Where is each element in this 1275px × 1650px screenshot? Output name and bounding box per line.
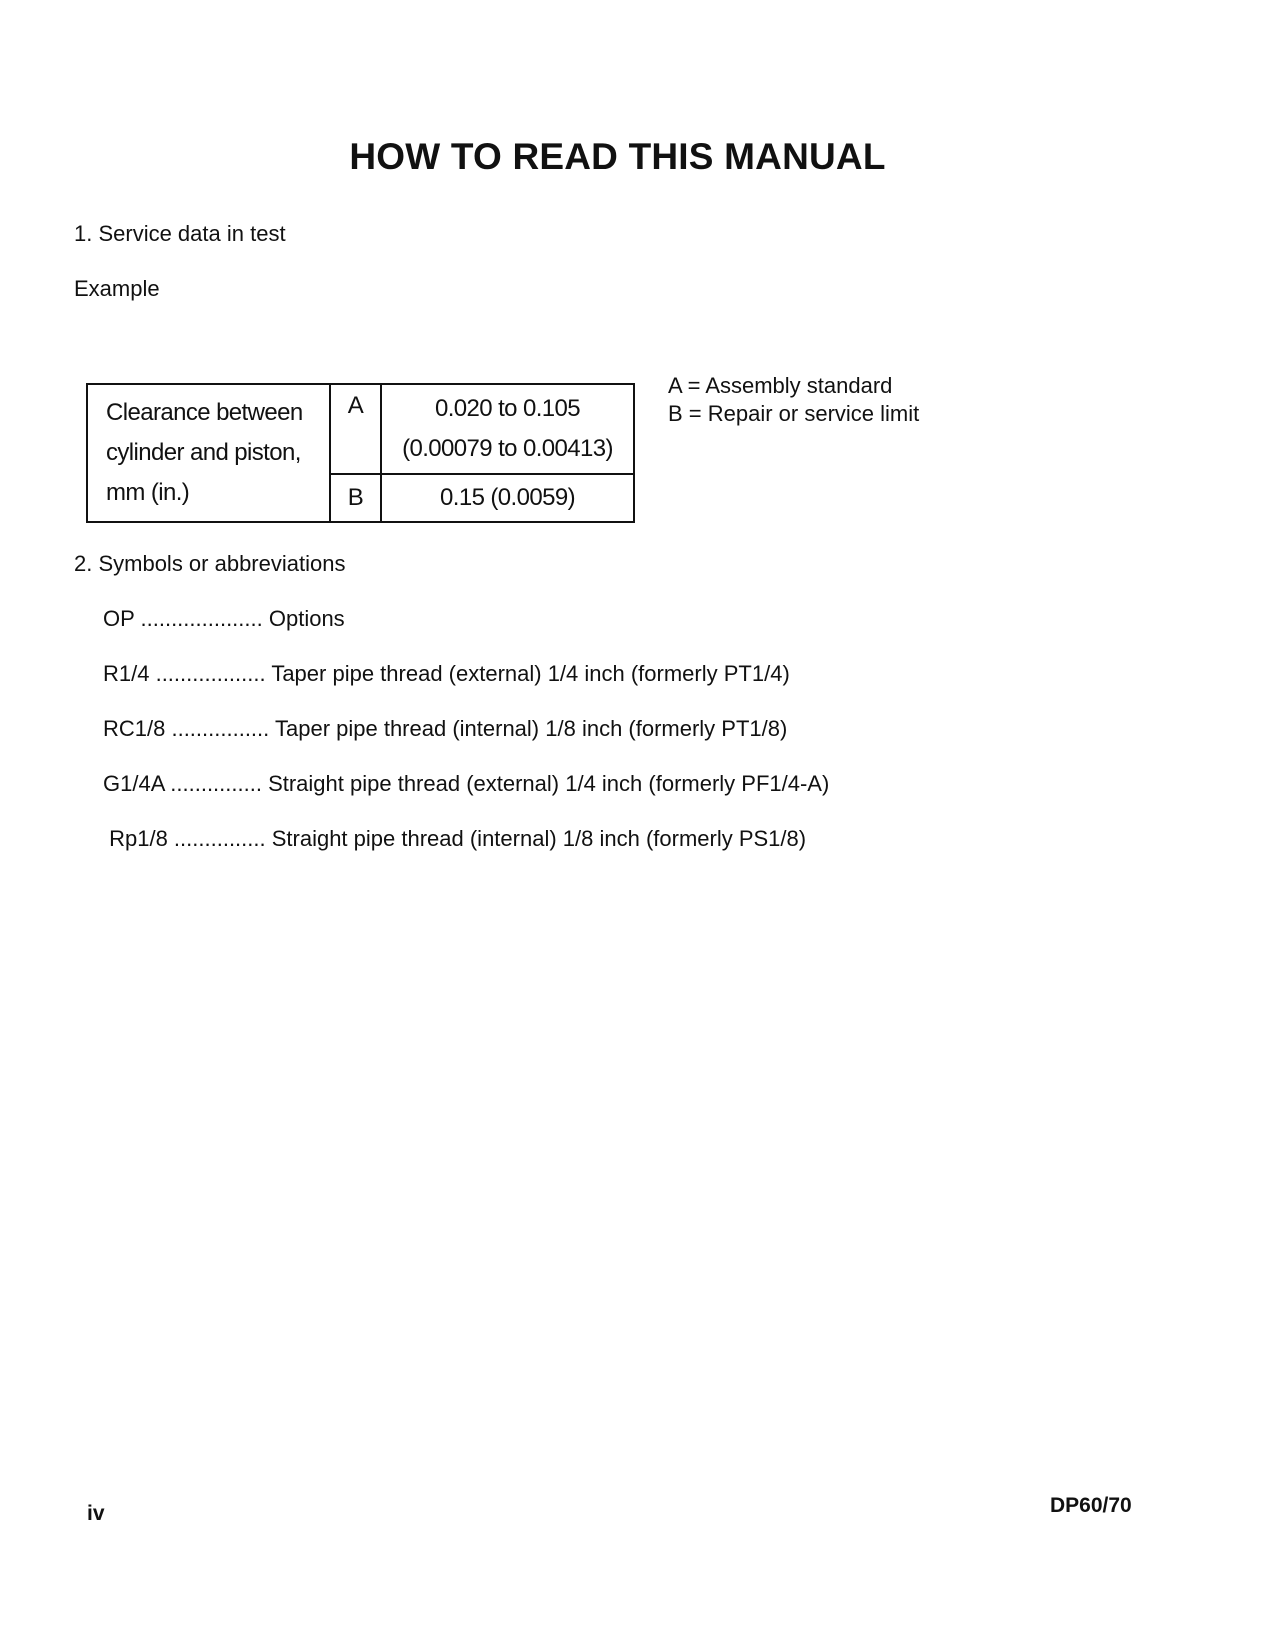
spec-label-cell [87, 384, 330, 522]
value-a-cell [381, 384, 634, 474]
value-a-line: 0.020 to 0.105 [434, 395, 581, 422]
value-b-cell: 0.15 (0.0059) [381, 474, 634, 522]
spec-label-line: mm (in.) [106, 479, 190, 506]
value-a-line: (0.00079 to 0.00413) [402, 435, 613, 462]
service-data-table [86, 383, 635, 523]
key-b-cell: B [330, 474, 381, 522]
section-2-heading: 2. Symbols or abbreviations [74, 551, 346, 576]
symbol-item: Rp1/8 ............... Straight pipe thread (internal) 1/8 inch (formerly PS1/8) [103, 826, 807, 851]
model-label: DP60/70 [1050, 1494, 1132, 1517]
legend-b: B = Repair or service limit [668, 401, 920, 426]
example-label: Example [74, 276, 160, 301]
legend-a: A = Assembly standard [668, 373, 893, 398]
symbol-item: RC1/8 ................ Taper pipe thread (internal) 1/8 inch (formerly PT1/8) [103, 716, 788, 741]
page-number: iv [87, 1502, 105, 1525]
legend [668, 372, 919, 428]
key-a-cell: A [330, 384, 381, 474]
page-title: HOW TO READ THIS MANUAL [349, 136, 886, 177]
symbol-item: G1/4A ............... Straight pipe thread (external) 1/4 inch (formerly PF1/4-A) [103, 771, 830, 796]
spec-label-line: Clearance between [106, 399, 303, 426]
section-1-heading: 1. Service data in test [74, 221, 286, 246]
symbol-item: R1/4 .................. Taper pipe thread (external) 1/4 inch (formerly PT1/4) [103, 661, 790, 686]
spec-label-line: cylinder and piston, [106, 439, 301, 466]
table-row-a [87, 384, 634, 474]
symbol-item: OP .................... Options [103, 606, 345, 631]
